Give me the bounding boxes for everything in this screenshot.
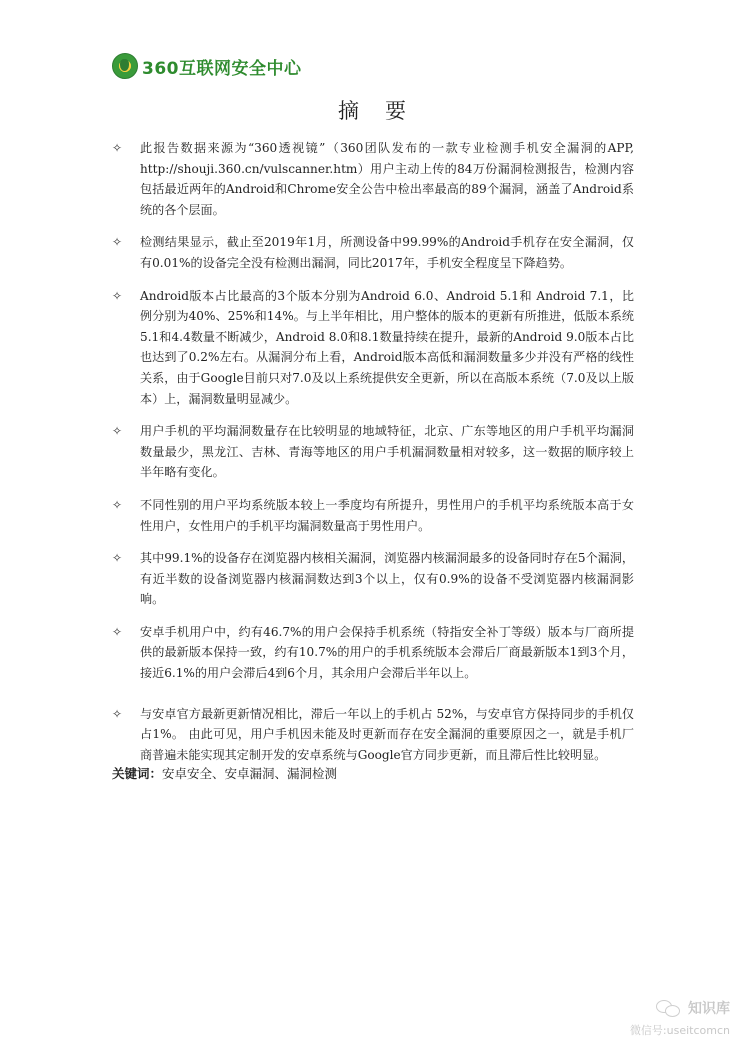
bullet-icon: ✧ [112,706,123,721]
summary-list [112,138,634,777]
wechat-icon [656,998,682,1018]
keywords-label: 关键词： [112,766,163,781]
bullet-icon: ✧ [112,497,123,512]
watermark-name: 知识库 [688,1001,730,1017]
item-text: 用户手机的平均漏洞数量存在比较明显的地域特征，北京、广东等地区的用户手机平均漏洞数量最少，黑龙江、吉林、青海等地区的用户手机漏洞数量相对较多，这一数据的顺序较上半年略有变化。 [140,424,634,480]
list-item [112,495,634,536]
watermark [630,998,730,1038]
bullet-icon: ✧ [112,141,123,155]
item-text: 此报告数据来源为“360透视镜”（360团队发布的一款专业检测手机安全漏洞的APP, http://shouji.360.cn/vulscanner.htm）用户主动上传的84万份漏洞检测报告，检测内容包括最近两年的Android和Chrome安全公告中检出率最高的89个漏洞，涵盖了Android系统的各个层面。 [140,141,634,217]
logo-text: 360互联网安全中心 [142,58,302,79]
list-item [112,622,634,684]
list-item [112,421,634,483]
watermark-sub: 微信号:useitcomcn [629,1024,730,1037]
bullet-icon: ✧ [112,288,123,303]
item-text: Android版本占比最高的3个版本分别为Android 6.0、Android 5.1和 Android 7.1，比例分别为40%、25%和14%。与上半年相比，用户整体的版本的更新有所推进，低版本系统5.1和4.4数量不断减少，Android 8.0和8.1数量持续在提升，最新的Android 9.0版本占比也达到了0.2%左右。从漏洞分布上看，Android版本高低和漏洞数量多少并没有严格的线性关系，由于Google目前只对7.0及以上系统提供安全更新，所以在高版本系统（7.0及以上版本）上，漏洞数量明显减少。 [140,288,634,406]
bullet-icon: ✧ [112,235,123,250]
item-text: 安卓手机用户中，约有46.7%的用户会保持手机系统（特指安全补丁等级）版本与厂商所提供的最新版本保持一致，约有10.7%的用户的手机系统版本会滞后厂商最新版本1到3个月，接近6.1%的用户会滞后4到6个月，其余用户会滞后半年以上。 [140,624,634,681]
bullet-icon: ✧ [112,624,123,639]
item-text: 检测结果显示，截止至2019年1月，所测设备中99.99%的Android手机存在安全漏洞，仅有0.01%的设备完全没有检测出漏洞，同比2017年，手机安全程度呈下降趋势。 [140,235,634,270]
bullet-icon: ✧ [112,424,123,439]
360-logo-icon [112,53,138,79]
list-item [112,548,634,610]
item-text: 其中99.1%的设备存在浏览器内核相关漏洞，浏览器内核漏洞最多的设备同时存在5个漏洞，有近半数的设备浏览器内核漏洞数达到3个以上，仅有0.9%的设备不受浏览器内核漏洞影响。 [140,551,634,607]
keywords-value: 安卓安全、安卓漏洞、漏洞检测 [162,766,338,781]
list-item [112,138,634,220]
bullet-icon: ✧ [112,551,123,566]
item-text: 不同性别的用户平均系统版本较上一季度均有所提升，男性用户的手机平均系统版本高于女性用户，女性用户的手机平均漏洞数量高于男性用户。 [140,497,634,533]
list-item [112,232,634,273]
item-text: 与安卓官方最新更新情况相比，滞后一年以上的手机占 52%，与安卓官方保持同步的手机仅占1%。 由此可见，用户手机因未能及时更新而存在安全漏洞的重要原因之一，就是手机厂商普遍未能实现其定制开发的安卓系统与Google官方同步更新，而且滞后性比较明显。 [140,706,634,762]
page-title: 摘要 [338,99,432,123]
keywords [112,764,337,782]
logo [112,52,302,80]
list-item [112,286,634,410]
list-item [112,704,634,766]
